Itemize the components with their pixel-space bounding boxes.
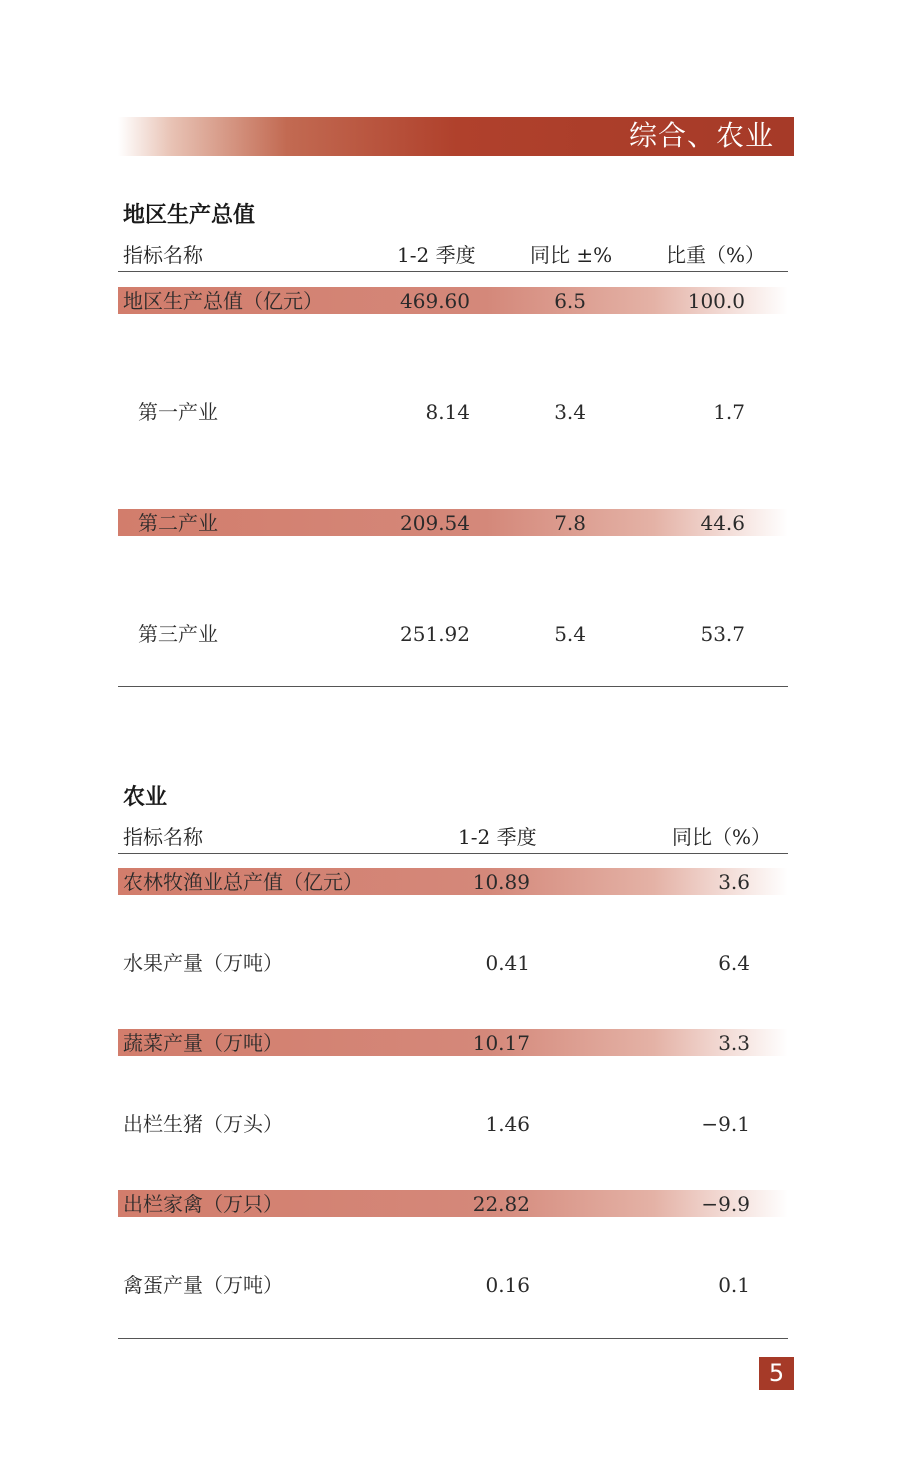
row-value: 10.17 <box>472 1031 530 1055</box>
row-share: 53.7 <box>700 622 745 646</box>
gdp-header-share: 比重（%） <box>666 243 766 267</box>
row-yoy: 3.6 <box>718 870 750 894</box>
row-value: 22.82 <box>472 1192 530 1216</box>
page-number: 5 <box>759 1357 794 1390</box>
section-banner <box>118 117 794 156</box>
gdp-section-title: 地区生产总值 <box>123 203 256 228</box>
row-yoy: 7.8 <box>554 511 586 535</box>
row-name: 出栏家禽（万只） <box>123 1192 283 1216</box>
agri-header-yoy: 同比（%） <box>672 825 772 849</box>
row-share: 100.0 <box>687 289 745 313</box>
row-yoy: 5.4 <box>554 622 586 646</box>
row-yoy: 3.3 <box>718 1031 750 1055</box>
agri-header-name: 指标名称 <box>123 825 203 849</box>
row-share: 44.6 <box>700 511 745 535</box>
row-name: 地区生产总值（亿元） <box>123 289 323 313</box>
row-yoy: 6.4 <box>718 951 750 975</box>
row-value: 1.46 <box>485 1112 530 1136</box>
row-yoy: 6.5 <box>554 289 586 313</box>
row-name: 禽蛋产量（万吨） <box>123 1273 283 1297</box>
row-value: 8.14 <box>425 400 470 424</box>
row-name: 出栏生猪（万头） <box>123 1112 283 1136</box>
row-name: 蔬菜产量（万吨） <box>123 1031 283 1055</box>
row-yoy: −9.9 <box>701 1192 750 1216</box>
gdp-header-name: 指标名称 <box>123 243 203 267</box>
gdp-header-yoy: 同比 ±% <box>530 243 613 267</box>
row-yoy: 0.1 <box>718 1273 750 1297</box>
row-name: 农林牧渔业总产值（亿元） <box>123 870 363 894</box>
row-value: 251.92 <box>400 622 470 646</box>
row-yoy: −9.1 <box>701 1112 750 1136</box>
gdp-header-rule <box>118 271 788 272</box>
row-name: 第三产业 <box>138 622 218 646</box>
row-name: 水果产量（万吨） <box>123 951 283 975</box>
agri-header-rule <box>118 853 788 854</box>
gdp-header-value: 1-2 季度 <box>397 243 476 267</box>
row-share: 1.7 <box>713 400 745 424</box>
gdp-bottom-rule <box>118 686 788 687</box>
row-value: 10.89 <box>472 870 530 894</box>
row-value: 209.54 <box>400 511 470 535</box>
row-value: 469.60 <box>400 289 470 313</box>
row-value: 0.16 <box>485 1273 530 1297</box>
row-value: 0.41 <box>485 951 530 975</box>
row-yoy: 3.4 <box>554 400 586 424</box>
agri-section-title: 农业 <box>123 785 168 810</box>
row-name: 第二产业 <box>138 511 218 535</box>
banner-title: 综合、农业 <box>628 119 774 152</box>
agri-header-value: 1-2 季度 <box>458 825 537 849</box>
row-name: 第一产业 <box>138 400 218 424</box>
agri-bottom-rule <box>118 1338 788 1339</box>
